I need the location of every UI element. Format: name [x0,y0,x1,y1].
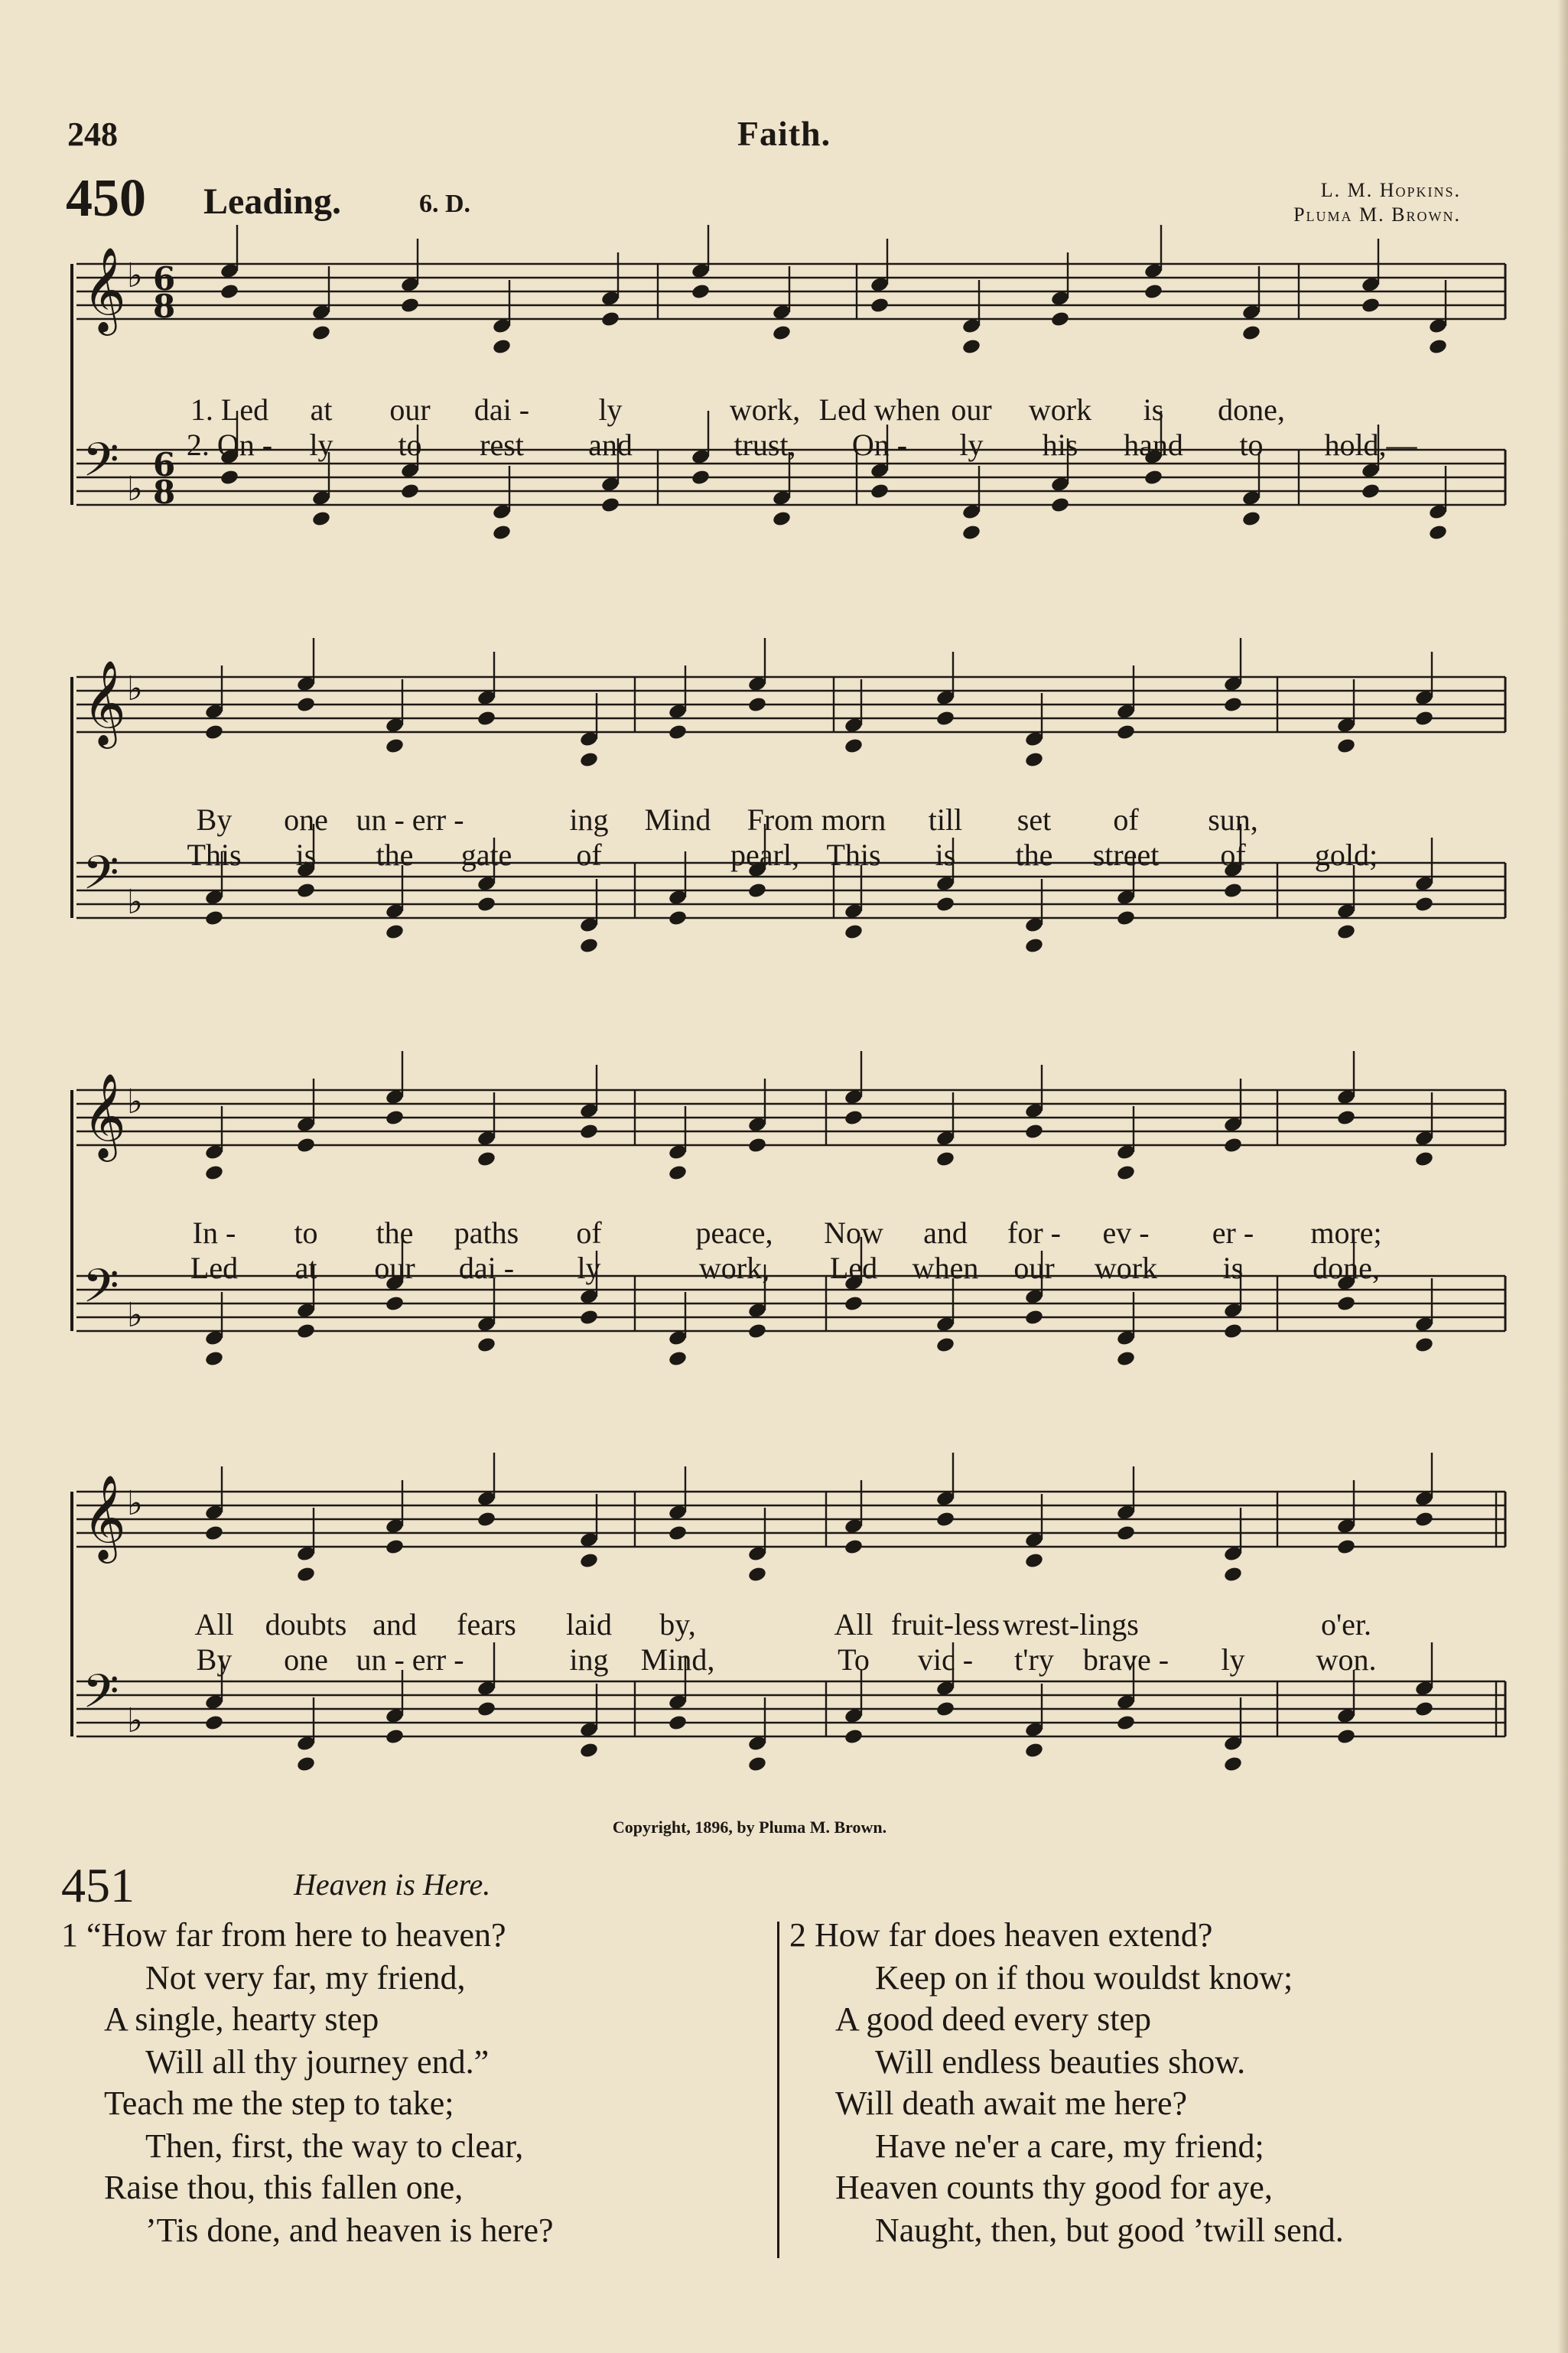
lyric-syllable-verse2: To [838,1642,870,1677]
poem-stanza1-line: 1 “How far from here to heaven? [61,1916,506,1954]
lyric-syllable-verse1: set [1017,802,1052,837]
note-head [668,1525,688,1542]
lyric-syllable-verse2: to [398,428,422,462]
lyric-syllable-verse1: one [284,802,328,837]
lyric-syllable-verse1: laid [566,1607,612,1642]
note-head [579,1123,599,1141]
note-head [1414,1336,1434,1354]
note-head [1414,1700,1434,1718]
note-head [311,510,331,528]
poem-stanza2-line: Heaven counts thy good for aye, [835,2169,1273,2206]
lyric-syllable-verse2: hold,— [1324,428,1417,462]
note-head [747,1137,767,1154]
note-head [1336,737,1356,755]
lyric-syllable-verse2: ly [309,428,333,462]
lyric-syllable-verse2: t'ry [1014,1642,1054,1677]
lyric-syllable-verse1: ing [569,802,609,837]
note-head [1050,311,1070,328]
note-head [1050,496,1070,514]
lyric-syllable-verse2: ing [569,1642,609,1677]
lyric-syllable-verse2: On - [851,428,908,462]
note-head [1361,297,1381,314]
lyric-syllable-verse1: er - [1212,1216,1254,1250]
lyric-syllable-verse1: doubts [265,1607,347,1642]
note-head [1241,324,1261,342]
flat-key-signature: ♭ [127,1082,143,1121]
poem-stanza1-line: Will all thy journey end.” [145,2043,490,2081]
note-head [311,324,331,342]
lyric-syllable-verse1: at [310,392,333,427]
lyric-syllable-verse2: Led [829,1251,878,1285]
note-head [1116,1350,1136,1368]
note-head [385,1538,405,1556]
treble-clef: 𝄞 [83,1474,126,1560]
hymn-number: 450 [66,169,146,228]
note-head [668,1164,688,1182]
lyric-syllable-verse2: is [295,838,317,872]
note-head [1336,1538,1356,1556]
note-head [477,1150,496,1168]
note-head [296,882,316,900]
note-head [844,1295,864,1313]
note-head [204,1164,224,1182]
flat-key-signature: ♭ [127,1701,143,1740]
lyric-syllable-verse2: the [1015,838,1053,872]
note-head [747,1566,767,1583]
bass-clef: 𝄢 [83,1665,119,1730]
note-head [296,1566,316,1583]
lyric-syllable-verse2: ly [577,1251,601,1285]
note-head [668,910,688,927]
note-head [935,896,955,913]
poem-number: 451 [61,1858,135,1912]
note-head [1223,1756,1243,1773]
note-head [772,324,792,342]
lyric-syllable-verse2: won. [1316,1642,1377,1677]
note-head [204,1525,224,1542]
lyric-syllable-verse1: our [951,392,992,427]
lyric-syllable-verse2: work, [698,1251,770,1285]
note-head [579,1552,599,1570]
note-head [935,710,955,727]
note-head [400,297,420,314]
hymn-meter: 6. D. [419,190,471,218]
note-head [385,1295,405,1313]
lyric-syllable-verse1: wrest-lings [1003,1607,1139,1642]
note-head [1024,751,1044,769]
poem-stanza1-line: A single, hearty step [104,2000,379,2038]
note-head [492,338,512,356]
flat-key-signature: ♭ [127,256,143,295]
note-head [385,737,405,755]
lyric-syllable-verse1: is [1143,392,1164,427]
note-head [1024,1309,1044,1326]
note-head [1336,923,1356,941]
page-number: 248 [67,116,118,153]
note-head [747,882,767,900]
lyric-syllable-verse2: dai - [458,1251,515,1285]
lyric-syllable-verse1: and [923,1216,968,1250]
lyric-syllable-verse2: brave - [1082,1642,1169,1677]
lyric-syllable-verse1: o'er. [1320,1607,1372,1642]
lyric-syllable-verse2: This [187,838,242,872]
note-head [600,311,620,328]
flat-key-signature: ♭ [127,669,143,708]
time-signature-denominator: 8 [153,288,176,325]
note-head [204,910,224,927]
lyric-syllable-verse2: work [1094,1251,1158,1285]
note-head [579,1309,599,1326]
lyric-syllable-verse1: peace, [695,1216,773,1250]
note-head [1024,937,1044,955]
lyric-syllable-verse2: one [284,1642,328,1677]
lyric-syllable-verse2: street [1092,838,1160,872]
running-title: Faith. [737,114,831,153]
lyric-syllable-verse1: the [376,1216,414,1250]
lyric-syllable-verse1: un - err - [356,802,464,837]
note-head [844,1728,864,1746]
lyric-syllable-verse2: Mind, [640,1642,715,1677]
lyric-syllable-verse1: of [576,1216,602,1250]
note-head [1428,338,1448,356]
note-head [844,1538,864,1556]
lyric-syllable-verse2: to [1239,428,1264,462]
note-head [1223,882,1243,900]
note-head [691,469,711,487]
lyric-syllable-verse2: trust, [734,428,796,462]
lyric-syllable-verse2: is [1222,1251,1244,1285]
note-head [1116,1525,1136,1542]
note-head [1116,1714,1136,1732]
lyric-syllable-verse2: ly [959,428,984,462]
lyric-syllable-verse2: This [826,838,881,872]
note-head [600,496,620,514]
lyric-syllable-verse2: By [196,1642,233,1677]
lyric-syllable-verse1: ly [598,392,623,427]
lyric-syllable-verse1: work, [729,392,801,427]
lyric-syllable-verse1: fruit-less [890,1607,1000,1642]
lyric-syllable-verse1: ev - [1102,1216,1150,1250]
note-head [579,751,599,769]
note-head [668,724,688,741]
note-head [1336,1295,1356,1313]
lyric-syllable-verse1: In - [192,1216,236,1250]
note-head [477,710,496,727]
note-head [747,1323,767,1340]
poem-stanza1-line: Not very far, my friend, [145,1959,466,1997]
note-head [477,1700,496,1718]
poem-stanza2-line: Will death await me here? [835,2085,1188,2122]
note-head [477,896,496,913]
lyric-syllable-verse2: un - err - [356,1642,464,1677]
copyright-notice: Copyright, 1896, by Pluma M. Brown. [612,1818,887,1837]
note-head [961,338,981,356]
note-head [1336,1109,1356,1127]
note-head [1361,483,1381,500]
time-signature-denominator: 8 [153,474,176,511]
lyric-syllable-verse1: done, [1218,392,1285,427]
poem-stanza1-line: Teach me the step to take; [104,2085,454,2122]
note-head [204,1350,224,1368]
lyric-syllable-verse1: till [928,802,963,837]
treble-clef: 𝄞 [83,1072,126,1158]
poem-stanza2-line: Will endless beauties show. [875,2043,1246,2081]
note-head [870,483,890,500]
lyric-syllable-verse2: gold; [1314,838,1378,872]
note-head [492,524,512,542]
note-head [1414,896,1434,913]
note-head [1414,1511,1434,1528]
lyric-syllable-verse2: 2. On - [186,428,273,462]
lyric-syllable-verse1: more; [1310,1216,1382,1250]
note-head [385,923,405,941]
lyric-syllable-verse1: and [372,1607,417,1642]
note-head [844,1109,864,1127]
lyric-syllable-verse1: paths [454,1216,519,1250]
lyric-syllable-verse2: his [1042,428,1078,462]
note-head [1024,1742,1044,1759]
note-head [691,283,711,301]
note-head [935,1700,955,1718]
poem-stanza2-line: A good deed every step [835,2000,1151,2038]
note-head [1116,724,1136,741]
lyric-syllable-verse1: Mind [644,802,711,837]
lyric-syllable-verse2: pearl, [730,838,799,872]
lyric-syllable-verse2: vic - [917,1642,974,1677]
lyric-syllable-verse2: of [576,838,602,872]
lyric-syllable-verse2: Led [190,1251,239,1285]
lyric-syllable-verse1: of [1113,802,1139,837]
treble-clef: 𝄞 [83,659,126,745]
note-head [1414,710,1434,727]
note-head [296,696,316,714]
note-head [579,937,599,955]
note-head [1223,1566,1243,1583]
note-head [1428,524,1448,542]
note-head [1143,469,1163,487]
flat-key-signature: ♭ [127,883,143,922]
note-head [385,1728,405,1746]
note-head [844,737,864,755]
note-head [961,524,981,542]
lyric-syllable-verse2: our [374,1251,415,1285]
composer-credit: L. M. Hopkins. [1320,179,1461,201]
note-head [668,1350,688,1368]
time-signature-numerator: 6 [153,446,176,483]
lyric-syllable-verse2: the [376,838,414,872]
note-head [747,1756,767,1773]
lyric-syllable-verse1: 1. Led [190,392,269,427]
lyric-syllable-verse2: is [935,838,956,872]
lyric-syllable-verse2: rest [480,428,524,462]
flat-key-signature: ♭ [127,1484,143,1523]
note-head [1336,1728,1356,1746]
column-divider [777,1922,779,2258]
lyric-syllable-verse2: hand [1124,428,1183,462]
note-head [1414,1150,1434,1168]
note-head [1024,1123,1044,1141]
flat-key-signature: ♭ [127,1296,143,1335]
poem-stanza1-line: ’Tis done, and heaven is here? [145,2211,554,2249]
note-head [772,510,792,528]
lyric-syllable-verse1: By [196,802,233,837]
poem-title: Heaven is Here. [294,1867,491,1902]
lyric-syllable-verse1: From [747,802,814,837]
hymn-title: Leading. [203,181,342,222]
note-head [579,1742,599,1759]
note-head [296,1323,316,1340]
lyric-syllable-verse1: by, [659,1607,696,1642]
note-head [1143,283,1163,301]
lyric-syllable-verse1: fears [457,1607,516,1642]
lyric-syllable-verse1: Led when [818,392,941,427]
note-head [296,1756,316,1773]
lyric-syllable-verse2: gate [460,838,512,872]
note-head [747,696,767,714]
poem-stanza2-line: Keep on if thou wouldst know; [875,1959,1293,1997]
note-head [296,1137,316,1154]
lyric-syllable-verse1: work [1028,392,1092,427]
note-head [1116,1164,1136,1182]
poem-stanza1-line: Raise thou, this fallen one, [104,2169,464,2206]
bass-clef: 𝄢 [83,1259,119,1325]
lyric-syllable-verse1: for - [1007,1216,1061,1250]
lyric-syllable-verse2: when [912,1251,979,1285]
note-head [935,1336,955,1354]
bass-clef: 𝄢 [83,846,119,912]
note-head [1241,510,1261,528]
flat-key-signature: ♭ [127,470,143,509]
lyric-syllable-verse1: sun, [1208,802,1258,837]
note-head [220,469,239,487]
note-head [477,1336,496,1354]
time-signature-numerator: 6 [153,260,176,298]
lyric-syllable-verse2: ly [1221,1642,1245,1677]
lyric-syllable-verse1: our [389,392,431,427]
lyric-syllable-verse2: of [1220,838,1246,872]
lyric-syllable-verse2: and [588,428,633,462]
note-head [935,1511,955,1528]
note-head [1223,1137,1243,1154]
note-head [935,1150,955,1168]
note-head [220,283,239,301]
note-head [477,1511,496,1528]
lyric-syllable-verse1: morn [821,802,886,837]
lyric-syllable-verse2: our [1013,1251,1055,1285]
lyric-syllable-verse1: All [194,1607,234,1642]
lyric-syllable-verse1: All [834,1607,873,1642]
lyric-syllable-verse1: to [294,1216,318,1250]
lyric-syllable-verse2: at [294,1251,317,1285]
note-head [1223,696,1243,714]
lyric-syllable-verse1: Now [824,1216,883,1250]
note-head [204,724,224,741]
poem-stanza2-line: 2 How far does heaven extend? [789,1916,1213,1954]
bass-clef: 𝄢 [83,433,119,499]
note-head [668,1714,688,1732]
treble-clef: 𝄞 [83,246,126,332]
note-head [1116,910,1136,927]
poem-stanza1-line: Then, first, the way to clear, [145,2127,524,2165]
note-head [844,923,864,941]
note-head [1024,1552,1044,1570]
note-head [870,297,890,314]
note-head [204,1714,224,1732]
author-credit: Pluma M. Brown. [1293,203,1461,226]
poem-stanza2-line: Have ne'er a care, my friend; [875,2127,1264,2165]
note-head [1223,1323,1243,1340]
note-head [400,483,420,500]
poem-stanza2-line: Naught, then, but good ’twill send. [875,2211,1344,2249]
note-head [385,1109,405,1127]
lyric-syllable-verse2: done, [1313,1251,1380,1285]
lyric-syllable-verse1: dai - [473,392,530,427]
